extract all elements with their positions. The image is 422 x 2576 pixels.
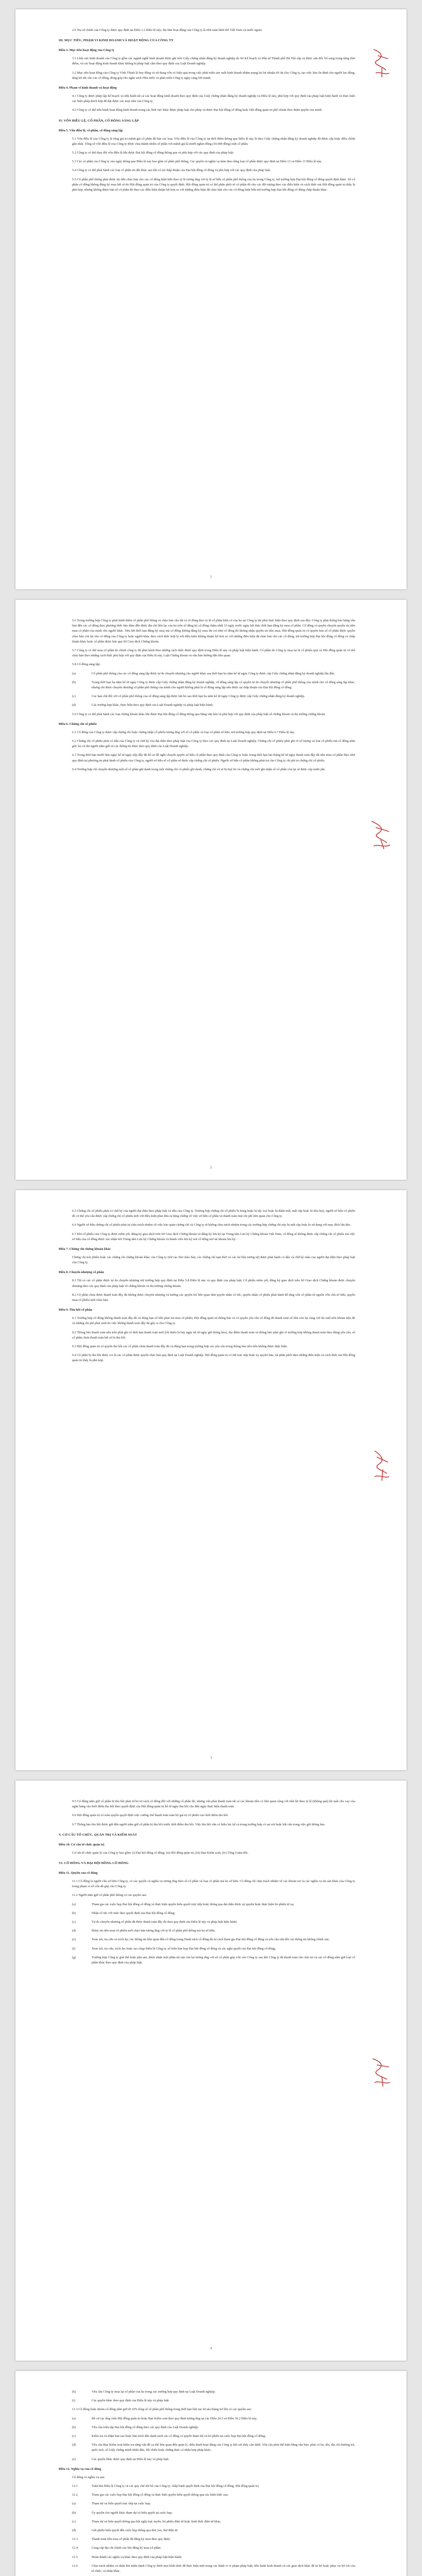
paragraph: 9.6 Hội đồng quản trị có toàn quyền quyết định việc cưỡng chế thanh toán toàn bộ giá trị cổ phiếu vào thời điểm thu hồi.	[72, 1814, 229, 1818]
list-item-text: Được ưu tiên mua cổ phiếu mới chào bán tương ứng với tỷ lệ cổ phần phổ thông mà họ sở hữu;	[92, 1929, 216, 1933]
list-item-label: 12.4	[72, 2546, 78, 2550]
list-item-label: (d)	[72, 2529, 76, 2533]
list-item-text: Cung cấp địa chỉ chính xác khi đăng ký mua cổ phần;	[92, 2546, 162, 2550]
paragraph: 8.1 Tất cả các cổ phần được tự do chuyển nhượng trừ trường hợp quy định tại Điều 5.8 Điều lệ này và quy định của pháp luật. Cổ phiếu niêm yết, đăng ký giao dịch trên Sở Giao dịch Chứng khoán được chuyển nhượng theo các quy định của pháp luật về chứng khoán và thị trường chứng khoán.	[72, 1279, 355, 1288]
section-heading: IV. VỐN ĐIỀU LỆ, CỔ PHẦN, CỔ ĐÔNG SÁNG LẬP	[59, 118, 139, 123]
list-item-label: (g)	[72, 1955, 76, 1959]
list-item-label: (b)	[72, 2511, 76, 2515]
list-item-text: Yêu cầu triệu tập Đại hội đồng cổ đông theo các quy định của Luật Doanh nghiệp;	[92, 2425, 199, 2429]
paragraph: Cổ đông có nghĩa vụ sau:	[72, 2475, 106, 2479]
signature-mark	[366, 1448, 395, 1484]
list-item-text: Các quyền khác được quy định tại Điều lệ này và pháp luật.	[92, 2457, 169, 2461]
list-item-label: (a)	[72, 2502, 76, 2506]
list-item-text: Thanh toán tiền mua cổ phần đã đăng ký mua theo quy định;	[92, 2537, 170, 2541]
list-item-label: (e)	[72, 2457, 76, 2461]
list-item-text: Chịu trách nhiệm cá nhân khi nhân danh Công ty dưới mọi hình thức để thực hiện một trong các hành vi vi phạm pháp luật; tiến hành kinh doanh và các giao dịch khác để tư lợi hoặc phục vụ lợi ích của tổ chức, cá nhân khác.	[92, 2564, 355, 2573]
list-item-text: Tham gia các cuộc họp Đại hội đồng cổ đông và thực hiện quyền biểu quyết trực tiếp hoặc thông qua đại diện được uỷ quyền hoặc thực hiện bỏ phiếu từ xa;	[92, 1902, 294, 1906]
paragraph: 6.4 Trường hợp chỉ chuyển nhượng một số cổ phần ghi danh trong một chứng chỉ cổ phiếu ghi danh, chứng chỉ cũ sẽ bị huỷ bỏ và chứng chỉ mới ghi nhận số cổ phần còn lại sẽ được cấp miễn phí.	[72, 767, 326, 771]
list-item-text: Các hạn chế đối với cổ phần phổ thông của cổ đông sáng lập được bãi bỏ sau thời hạn ba năm kể từ ngày Công ty được cấp Giấy chứng nhận đăng ký doanh nghiệp.	[92, 694, 305, 699]
list-item-text: Hoàn thành các nghĩa vụ khác theo quy định của pháp luật hiện hành;	[92, 2555, 182, 2559]
list-item	[59, 1946, 355, 1952]
paragraph: 3.2 Mục tiêu hoạt động của Công ty Vĩnh Thịnh là huy động và sử dụng vốn có hiệu quả trong việc phát triển sản xuất kinh doanh nhằm mang lại lợi nhuận tối đa cho Công ty, tạo việc làm ổn định cho người lao động, tăng lợi tức cho các cổ đông, đóng góp cho ngân sách Nhà nước và phát triển Công ty ngày càng lớn mạnh.	[72, 71, 355, 80]
list-item	[59, 671, 355, 676]
paragraph: 5.4 Công ty có thể phát hành các loại cổ phần ưu đãi khác sau khi có sự chấp thuận của Đại hội đồng cổ đông và phù hợp với các quy định của pháp luật.	[72, 168, 271, 173]
paragraph: 4.1 Công ty được phép lập kế hoạch và tiến hành tất cả các hoạt động kinh doanh theo quy định của Giấy chứng nhận đăng ký doanh nghiệp và Điều lệ này, phù hợp với quy định của pháp luật hiện hành và thực hiện các biện pháp thích hợp để đạt được các mục tiêu của Công ty.	[72, 94, 355, 104]
paragraph: Cơ cấu tổ chức quản lý của Công ty bao gồm: (i) Đại hội đồng cổ đông; (ii) Hội đồng quản trị; (iii) Ban Kiểm soát; (iv) Tổng Giám đốc.	[72, 1851, 249, 1855]
list-item-label: (h)	[72, 2390, 76, 2394]
list-item	[59, 2457, 355, 2462]
list-item-label: (i)	[72, 2399, 75, 2403]
paragraph: 8.2 Cổ phần chưa được thanh toán đầy đủ không được chuyển nhượng và hưởng các quyền lợi liên quan như quyền nhận cổ tức, quyền nhận cổ phiếu phát hành để tăng vốn cổ phần từ nguồn vốn chủ sở hữu, quyền mua cổ phiếu mới chào bán.	[72, 1293, 355, 1302]
paragraph: 9.2 Thông báo thanh toán nêu trên phải ghi rõ thời hạn thanh toán mới (tối thiểu là bảy ngày kể từ ngày gửi thông báo), địa điểm thanh toán và thông báo phải ghi rõ trường hợp không thanh toán theo đúng yêu cầu, số cổ phần chưa thanh toán hết sẽ bị thu hồi.	[72, 1330, 355, 1340]
list-item	[59, 2389, 355, 2395]
list-item-text: Nhận cổ tức với mức theo quyết định của Đại hội đồng cổ đông;	[92, 1911, 175, 1915]
document-page-5	[15, 2371, 407, 2576]
section-heading: VI. CỔ ĐÔNG VÀ ĐẠI HỘI ĐỒNG CỔ ĐÔNG	[59, 1861, 129, 1866]
list-item-label: 12.1	[72, 2484, 78, 2488]
paragraph: 5.9 Công ty có thể phát hành các loại chứng khoán khác khi được Đại hội đồng cổ đông thông qua bằng văn bản và phù hợp với quy định của pháp luật về chứng khoán và thị trường chứng khoán.	[72, 712, 326, 716]
paragraph: 6.3 Trong thời hạn mười lăm ngày kể từ ngày nộp đầy đủ hồ sơ đề nghị chuyển quyền sở hữu cổ phần theo quy định của Công ty hoặc trong thời hạn hai tháng kể từ ngày thanh toán đầy đủ tiền mua cổ phần theo như quy định tại phương án phát hành cổ phiếu của Công ty, người sở hữu số cổ phần sẽ được cấp chứng chỉ cổ phiếu. Người sở hữu cổ phần không phải trả cho Công ty chi phí in chứng chỉ cổ phiếu.	[72, 753, 355, 762]
article-heading: Điều 10. Cơ cấu tổ chức quản trị	[59, 1842, 104, 1846]
list-item-label: (a)	[72, 1902, 76, 1906]
list-item-label: 12.6	[72, 2564, 78, 2568]
page-body	[59, 2389, 355, 2574]
list-item-text: Các quyền khác theo quy định của Điều lệ này và pháp luật.	[92, 2399, 170, 2403]
list-item	[59, 2546, 355, 2551]
article-heading: Điều 11. Quyền của cổ đông	[59, 1871, 98, 1875]
paragraph: 6.7 Khi cổ phiếu của Công ty được niêm yết, đăng ký giao dịch trên Sở Giao dịch Chứng khoán và đăng ký lưu ký tại Trung tâm Lưu ký Chứng khoán Việt Nam, cổ đông sẽ không được cấp chứng chỉ cổ phiếu mà việc sở hữu của cổ đông được xác nhận bởi Trung tâm Lưu ký Chứng khoán và thành viên lưu ký nơi cổ đông mở tài khoản lưu ký.	[72, 1232, 355, 1241]
paragraph: 5.8 Cổ đông sáng lập:	[72, 663, 101, 667]
paragraph: 9.4 Cổ phần bị thu hồi được coi là các cổ phần được quyền chào bán quy định tại Luật Doanh nghiệp. Hội đồng quản trị có thể trực tiếp hoặc ủy quyền bán, tái phân phối theo những điều kiện và cách thức mà Hội đồng quản trị thấy là phù hợp.	[72, 1353, 355, 1363]
list-item-text: Ủy quyền cho người khác tham dự và biểu quyết tại cuộc họp;	[92, 2511, 173, 2515]
list-item-label: (d)	[72, 2443, 76, 2447]
list-item-text: Gửi phiếu biểu quyết đến cuộc họp thông qua thư, fax, thư điện tử.	[92, 2529, 179, 2533]
paragraph: 9.1 Trường hợp cổ đông không thanh toán đầy đủ và đúng hạn số tiền phải trả mua cổ phiếu, Hội đồng quản trị thông báo và có quyền yêu cầu cổ đông đó thanh toán số tiền còn lại cùng với lãi suất trên khoản tiền đó và những chi phí phát sinh do việc không thanh toán đầy đủ gây ra cho Công ty.	[72, 1316, 355, 1326]
list-item-text: Xem xét, tra cứu, trích lục hoặc sao chụp Điều lệ Công ty, sổ biên bản họp Đại hội đồng cổ đông và các nghị quyết của Đại hội đồng cổ đông;	[92, 1946, 276, 1951]
list-item-label: (e)	[72, 1938, 76, 1942]
list-item-text: Tham dự và biểu quyết thông qua hội nghị trực tuyến, bỏ phiếu điện tử hoặc hình thức điện tử khác;	[92, 2519, 221, 2523]
paragraph: 11.2 Người nắm giữ cổ phần phổ thông có các quyền sau:	[72, 1893, 147, 1897]
article-heading: Điều 4. Phạm vi kinh doanh và hoạt động	[59, 86, 117, 90]
paragraph: 11.3 Cổ đông hoặc nhóm cổ đông nắm giữ từ 10% tổng số cổ phần phổ thông trong thời hạn liên tục từ sáu tháng trở lên có các quyền sau:	[72, 2408, 252, 2412]
paragraph: 6.1 Cổ đông của Công ty được cấp chứng chỉ hoặc chứng nhận cổ phiếu tương ứng với số cổ phần và loại cổ phần sở hữu, trừ trường hợp quy định tại Điều 6.7 Điều lệ này.	[72, 730, 295, 734]
list-item-label: (b)	[72, 1911, 76, 1915]
article-heading: Điều 12. Nghĩa vụ của cổ đông	[59, 2467, 101, 2471]
list-item-text: Cổ phần phổ thông của các cổ đông sáng lập được tự do chuyển nhượng cho người khác sau thời hạn ba năm kể từ ngày Công ty được cấp Giấy chứng nhận đăng ký doanh nghiệp lần đầu.	[92, 671, 335, 675]
paragraph: 2.6 Trụ sở chính của Công ty được quy định tại Điều 1.2 Điều lệ này; địa bàn hoạt động của Công ty là trên toàn lãnh thổ Việt Nam và nước ngoài.	[72, 28, 262, 32]
document-page-1	[15, 9, 407, 589]
paragraph: 6.6 Người sở hữu chứng chỉ cổ phiếu phải tự chịu trách nhiệm về việc bảo quản chứng chỉ và Công ty sẽ không chịu trách nhiệm trong các trường hợp chứng chỉ này bị mất cắp hoặc bị sử dụng với mục đích lừa đảo.	[72, 1223, 351, 1227]
page-number: 3	[210, 1756, 212, 1760]
document-page-2	[15, 600, 407, 1180]
list-item	[59, 694, 355, 699]
list-item-label: (c)	[72, 2434, 76, 2438]
paragraph: 5.1 Vốn điều lệ của Công ty là tổng giá trị mệnh giá cổ phần đã bán các loại. Vốn điều lệ của Công ty tại thời điểm thông qua Điều lệ này là theo Giấy chứng nhận đăng ký doanh nghiệp đã được cấp hoặc điều chỉnh gần nhất. Tổng số vốn điều lệ của Công ty được chia thành nhiều cổ phần với mệnh giá là mười nghìn đồng (10.000 đồng) một cổ phần.	[72, 137, 355, 146]
list-item	[59, 2555, 355, 2560]
page-body	[59, 1209, 355, 1364]
list-item	[59, 2493, 355, 2498]
page-body	[59, 618, 355, 772]
list-item	[59, 703, 355, 708]
page-number: 2	[210, 1165, 212, 1170]
paragraph: 6.2 Chứng chỉ cổ phiếu phải có dấu của Công ty và chữ ký của đại diện theo pháp luật của Công ty theo các quy định tại Luật Doanh nghiệp. Chứng chỉ cổ phiếu phải ghi rõ số lượng và loại cổ phiếu mà cổ đông nắm giữ, họ và tên người nắm giữ và các thông tin khác theo quy định của Luật Doanh nghiệp.	[72, 739, 355, 749]
page-number: 4	[210, 2346, 212, 2350]
article-heading: Điều 8. Chuyển nhượng cổ phần	[59, 1270, 104, 1275]
list-item-label: (a)	[72, 671, 76, 675]
list-item-text: Yêu cầu Ban Kiểm soát kiểm tra từng vấn đề cụ thể liên quan đến quản lý, điều hành hoạt động của Công ty khi xét thấy cần thiết. Yêu cầu phải thể hiện bằng văn bản; phải có họ, tên, địa chỉ thường trú, quốc tịch, số Giấy chứng minh nhân dân, Hộ chiếu hoặc chứng thực cá nhân hợp pháp khác;	[92, 2443, 355, 2452]
list-item-text: Đề cử các ứng viên Hội đồng quản trị hoặc Ban Kiểm soát theo quy định tương ứng tại các Điều 24.3 và Điều 36.2 Điều lệ này;	[92, 2416, 257, 2420]
list-item	[59, 2537, 355, 2542]
list-item	[59, 2519, 355, 2524]
list-item	[59, 2564, 355, 2574]
list-item-text: Kiểm tra và nhận bản sao hoặc bản trích dẫn danh sách các cổ đông có quyền tham dự và bỏ phiếu tại cuộc họp Đại hội đồng cổ đông;	[92, 2434, 266, 2438]
paragraph: 5.3 Các cổ phần của Công ty vào ngày thông qua Điều lệ này bao gồm cổ phần phổ thông. Các quyền và nghĩa vụ kèm theo từng loại cổ phần được quy định tại Điều 12 và Điều 13 Điều lệ này.	[72, 160, 322, 164]
list-item-label: (b)	[72, 680, 76, 684]
list-item-label: (d)	[72, 1929, 76, 1933]
paragraph: 5.7 Công ty có thể mua cổ phần do chính công ty đã phát hành theo những cách thức được quy định trong Điều lệ này và pháp luật hiện hành. Cổ phần do Công ty mua lại là cổ phiếu quỹ và Hội đồng quản trị có thể chào bán theo những cách thức phù hợp với quy định của Điều lệ này, Luật Chứng khoán và văn bản hướng dẫn liên quan.	[72, 649, 355, 658]
list-item-text: Trong thời hạn ba năm kể từ ngày Công ty được cấp Giấy chứng nhận đăng ký doanh nghiệp, cổ đông sáng lập có quyền tự do chuyển nhượng cổ phần phổ thông của mình cho cổ đông sáng lập khác, nhưng chỉ được chuyển nhượng cổ phần phổ thông của mình cho người không phải là cổ đông sáng lập nếu được sự chấp thuận của Đại hội đồng cổ đông.	[92, 680, 355, 690]
section-heading: III. MỤC TIÊU, PHẠM VI KINH DOANH VÀ HOẠT ĐỘNG CỦA CÔNG TY	[59, 39, 174, 43]
paragraph: 5.2 Công ty có thể thay đổi vốn điều lệ khi được Đại hội đồng cổ đông thông qua và phù hợp với các quy định của pháp luật.	[72, 151, 234, 155]
list-item-text: Tuân thủ Điều lệ Công ty và các quy chế nội bộ của Công ty; chấp hành quyết định của Đại hội đồng cổ đông, Hội đồng quản trị;	[92, 2484, 259, 2488]
list-item-label: 12.5	[72, 2555, 78, 2559]
list-item	[59, 1928, 355, 1934]
signature-mark	[366, 2054, 395, 2090]
list-item	[59, 1911, 355, 1916]
article-heading: Điều 6. Chứng chỉ cổ phiếu	[59, 722, 97, 726]
paragraph: 11.1 Cổ đông là người chủ sở hữu Công ty, có các quyền và nghĩa vụ tương ứng theo số cổ phần và loại cổ phần mà họ sở hữu. Cổ đông chỉ chịu trách nhiệm về các khoản nợ và các nghĩa vụ tài sản khác của Công ty trong phạm vi số vốn đã góp vào Công ty.	[72, 1879, 355, 1889]
paragraph: 4.2 Công ty có thể tiến hành hoạt động kinh doanh trong các lĩnh vực khác được pháp luật cho phép và được Đại hội đồng cổ đông hoặc Hội đồng quản trị phê chuẩn theo thẩm quyền của mình.	[72, 108, 323, 112]
list-item	[59, 2416, 355, 2421]
article-heading: Điều 9. Thu hồi cổ phần	[59, 1308, 93, 1312]
list-item	[59, 2511, 355, 2516]
article-heading: Điều 3. Mục tiêu hoạt động của Công ty	[59, 48, 115, 53]
page-body	[59, 1799, 355, 1965]
list-item	[59, 2398, 355, 2403]
page-body	[59, 28, 355, 193]
list-item	[59, 2528, 355, 2533]
list-item	[59, 2484, 355, 2489]
list-item-label: (c)	[72, 2519, 76, 2523]
list-item-label: 12.3	[72, 2537, 78, 2541]
page-number: 1	[210, 575, 212, 579]
list-item	[59, 2425, 355, 2430]
paragraph: 6.5 Chứng chỉ cổ phiếu phải có chữ ký của người đại diện theo pháp luật và dấu của Công ty. Trường hợp chứng chỉ cổ phiếu bị hỏng hoặc bị tẩy xoá hoặc bị đánh mất, mất cắp hoặc bị tiêu huỷ, người sở hữu cổ phiếu đó có thể yêu cầu được cấp chứng chỉ cổ phiếu mới với điều kiện phải đưa ra bằng chứng về việc sở hữu cổ phần và thanh toán mọi chi phí liên quan cho Công ty.	[72, 1209, 355, 1218]
article-heading: Điều 7. Chứng chỉ chứng khoán khác	[59, 1247, 111, 1251]
paragraph: 3.1 Lĩnh vực kinh doanh của Công ty gồm các ngành nghề kinh doanh được ghi trên Giấy chứng nhận đăng ký doanh nghiệp do Sở Kế hoạch và Đầu tư Thành phố Hà Nội cấp và được sửa đổi, bổ sung trong từng thời điểm, và các hoạt động kinh doanh khác không bị pháp luật cấm theo quy định của Luật Doanh nghiệp.	[72, 57, 355, 66]
paragraph: 9.3 Hội đồng quản trị có quyền thu hồi các cổ phần chưa thanh toán đầy đủ và đúng hạn trong trường hợp các yêu cầu trong thông báo nêu trên không được thực hiện.	[72, 1345, 288, 1349]
signature-mark	[366, 816, 395, 852]
list-item	[59, 1902, 355, 1907]
paragraph: 9.7 Thông báo thu hồi được gửi đến người nắm giữ cổ phần bị thu hồi trước thời điểm thu hồi. Việc thu hồi vẫn có hiệu lực kể cả trong trường hợp có sai sót hoặc bất cẩn trong việc gửi thông báo.	[72, 1822, 326, 1826]
list-item-label: (c)	[72, 1920, 76, 1924]
list-item	[59, 1955, 355, 1965]
list-item	[59, 1920, 355, 1925]
paragraph: Chứng chỉ trái phiếu hoặc các chứng chỉ chứng khoán khác của Công ty (trừ các thư chào bán, các chứng chỉ tạm thời và các tài liệu tương tự) được phát hành có dấu và chữ ký mẫu của người đại diện theo pháp luật của Công ty.	[72, 1256, 355, 1265]
list-item	[59, 2434, 355, 2439]
list-item-text: Trường hợp Công ty giải thể hoặc phá sản, được nhận một phần tài sản còn lại tương ứng với số cổ phần góp vốn vào Công ty sau khi Công ty đã thanh toán cho chủ nợ và các cổ đông nắm giữ loại cổ phần khác theo quy định của pháp luật;	[92, 1955, 355, 1965]
list-item	[59, 2501, 355, 2506]
signature-mark	[366, 45, 395, 81]
list-item-label: (b)	[72, 2425, 76, 2429]
list-item-text: Yêu cầu Công ty mua lại cổ phần của họ trong các trường hợp quy định tại Luật Doanh nghiệp;	[92, 2390, 216, 2394]
list-item	[59, 1937, 355, 1942]
document-page-4	[15, 1781, 407, 2361]
list-item-label: (f)	[72, 1946, 76, 1951]
list-item	[59, 680, 355, 690]
list-item-label: 12.2	[72, 2493, 78, 2497]
list-item	[59, 2443, 355, 2453]
paragraph: 9.5 Cổ đông nắm giữ cổ phần bị thu hồi phải từ bỏ tư cách cổ đông đối với những cổ phần đó, nhưng vẫn phải thanh toán tất cả các khoản tiền có liên quan cộng với tiền lãi theo tỷ lệ (không quá) lãi suất cho vay của ngân hàng vào thời điểm thu hồi theo quyết định của Hội đồng quản trị kể từ ngày thu hồi cho đến ngày thực hiện thanh toán.	[72, 1800, 355, 1809]
list-item-text: Tham dự và biểu quyết trực tiếp tại cuộc họp;	[92, 2502, 151, 2506]
list-item-label: (c)	[72, 694, 76, 699]
paragraph: 5.5 Cổ phần phổ thông phải được ưu tiên chào bán cho các cổ đông hiện hữu theo tỷ lệ tương ứng với tỷ lệ sở hữu cổ phần phổ thông của họ trong Công ty, trừ trường hợp Đại hội đồng cổ đông quyết định khác. Số cổ phần cổ đông không đăng ký mua hết sẽ do Hội đồng quản trị của Công ty quyết định. Hội đồng quản trị có thể phân phối số cổ phần đó cho các đối tượng theo các điều kiện và cách thức mà Hội đồng quản trị thấy là phù hợp, nhưng không được bán số cổ phần đó theo các điều kiện thuận lợi hơn so với những điều kiện đã chào bán cho các cổ đông hiện hữu trừ trường hợp Đại hội đồng cổ đông chấp thuận khác.	[72, 177, 355, 192]
article-heading: Điều 5. Vốn điều lệ, cổ phần, cổ đông sáng lập	[59, 128, 123, 132]
list-item-text: Tham gia các cuộc họp Đại hội đồng cổ đông và thực hiện quyền biểu quyết thông qua các hình thức sau:	[92, 2493, 228, 2497]
section-heading: V. CƠ CẤU TỔ CHỨC, QUẢN TRỊ VÀ KIỂM SOÁT	[59, 1833, 137, 1837]
document-page-3	[15, 1190, 407, 1770]
paragraph: 5.6 Trong trường hợp Công ty phát hành thêm cổ phần phổ thông và chào bán cho tất cả cổ đông theo tỷ lệ cổ phần hiện có của họ tại Công ty thì phải thực hiện theo quy định sau đây: Công ty phải thông báo bằng văn bản đến các cổ đông theo phương thức bảo đảm đến được địa chỉ liên lạc của họ trên sổ đăng ký cổ đông chậm nhất 15 ngày trước ngày kết thúc thời hạn đăng ký mua cổ phần. Cổ đông có quyền chuyển quyền ưu tiên mua cổ phần của mình cho người khác. Nếu hết thời hạn đăng ký mua mà cổ đông không đăng ký mua thì coi như cổ đông đó không nhận quyền ưu tiên mua, Hội đồng quản trị có quyền bán số cổ phần được quyền chào bán còn lại cho cổ đông của Công ty hoặc người khác theo cách thức hợp lý với điều kiện không thuận lợi hơn so với những điều kiện đã chào bán cho các cổ đông, trừ trường hợp Đại hội đồng cổ đông có chấp thuận khác hoặc cổ phần được bán qua Sở Giao dịch Chứng khoán.	[72, 619, 355, 643]
list-item-label: (d)	[72, 703, 76, 707]
list-item-text: Các trường hợp khác, thực hiện theo quy định của Luật Doanh nghiệp và pháp luật hiện hành.	[92, 703, 214, 707]
list-item-label: (a)	[72, 2416, 76, 2420]
list-item-text: Tự do chuyển nhượng cổ phần đã được thanh toán đầy đủ theo quy định của Điều lệ này và pháp luật hiện hành;	[92, 1920, 237, 1924]
list-item-text: Xem xét, tra cứu và trích lục các thông tin liên quan đến cổ đông trong Danh sách cổ đông đủ tư cách tham gia Đại hội đồng cổ đông và yêu cầu sửa đổi các thông tin không chính xác;	[92, 1938, 330, 1942]
